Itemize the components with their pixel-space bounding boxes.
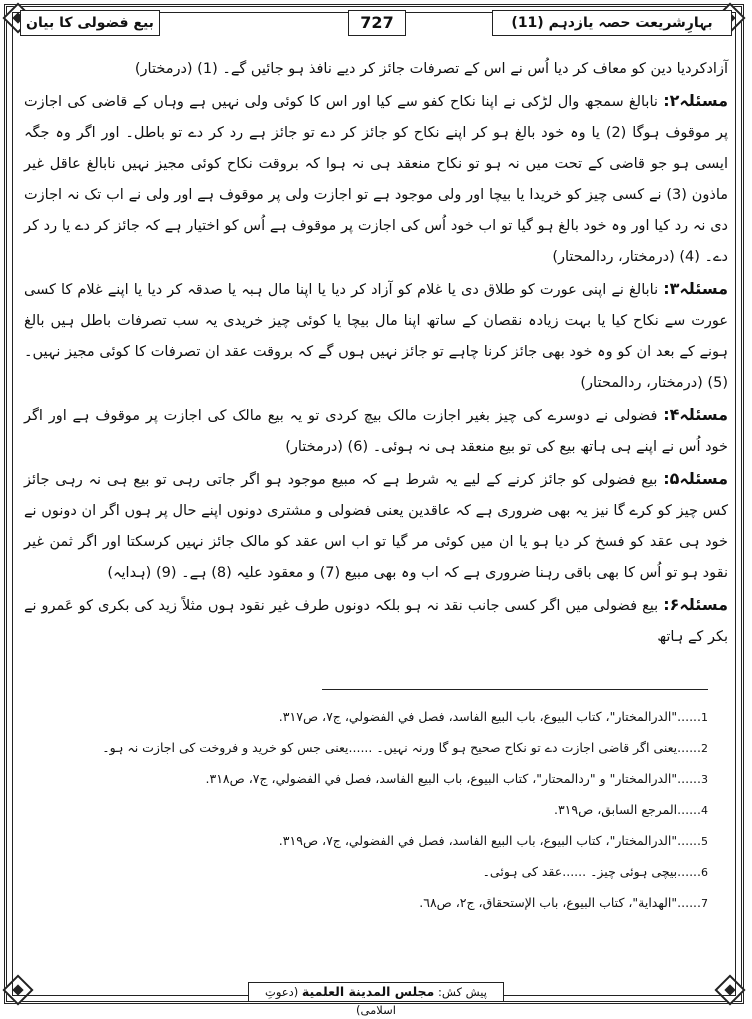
footnotes: [40, 702, 708, 919]
footnote: [40, 857, 708, 888]
footnote-text: ......"الدرالمختار" و "ردالمحتار"، كتاب البيوع، باب البيع الفاسد، فصل في الفضولي، ج٧، ص٣١٨.: [205, 771, 701, 786]
footnote: [40, 795, 708, 826]
footnote: [40, 764, 708, 795]
footnote-number: 5: [701, 835, 708, 848]
masala-heading: مسئلہ۳:: [663, 279, 728, 298]
footnote-number: 3: [701, 773, 708, 786]
footnote-text: ......"الدرالمختار"، كتاب البيوع، باب البيع الفاسد، فصل في الفضولي، ج٧، ص٣١٧.: [278, 709, 701, 724]
footnote-number: 2: [701, 742, 708, 755]
masala-heading: مسئلہ۵:: [663, 469, 728, 488]
page-footer: [248, 982, 504, 1017]
footnote: [40, 888, 708, 919]
masala-paragraph: [24, 463, 728, 589]
paragraph-text: نابالغ نے اپنی عورت کو طلاق دی یا غلام کو آزاد کر دیا یا اپنا مال ہبہ یا صدقہ کر دیا یا اپنے غلام کا کسی عورت سے نکاح کیا یا بہت زیادہ نقصان کے ساتھ اپنا مال بیچا یا کوئی چیز خریدی یہ سب تصرفات باطل ہیں بالغ ہونے کے بعد ان کو وہ خود بھی جائز کرنا چاہے تو جائز نہیں ہوں گے کہ بروقت عقد ان تصرفات کا کوئی مجیز نہیں۔ (5) (درمختار، ردالمحتار): [24, 282, 728, 391]
footnote: [40, 733, 708, 764]
footnote-divider: [322, 689, 708, 690]
footnote-text: ......یعنی اگر قاضی اجازت دے تو نکاح صحیح ہو گا ورنہ نہیں۔ ......یعنی جس کو خرید و فروخت کی اجازت نہ ہو۔: [102, 740, 701, 755]
masala-paragraph: [24, 273, 728, 399]
paragraph-text: بیع فضولی میں اگر کسی جانب نقد نہ ہو بلکہ دونوں طرف غیر نقود ہوں مثلاً زید کی بکری کو عَمرو نے بکر کے ہاتھ: [24, 598, 728, 645]
paragraph: [24, 54, 728, 85]
footnote: [40, 702, 708, 733]
page-number: 727: [348, 10, 406, 36]
footnote-number: 4: [701, 804, 708, 817]
footnote-text: ......"الهداية"، كتاب البيوع، باب الإستحقاق، ج٢، ص٦٨.: [419, 895, 701, 910]
footer-suffix: (دعوتِ اسلامی): [265, 985, 396, 1017]
footer-org: مجلس المدينة العلمية: [301, 984, 435, 999]
main-text: [24, 54, 728, 653]
footnote-number: 6: [701, 866, 708, 879]
masala-paragraph: [24, 85, 728, 273]
masala-heading: مسئلہ۲:: [663, 91, 728, 110]
masala-heading: مسئلہ۶:: [663, 595, 729, 614]
footnote-text: ......بیچی ہوئی چیز۔ ......عقد کی ہوئی۔: [482, 864, 701, 879]
masala-paragraph: [24, 589, 728, 653]
chapter-title: بیع فضولی کا بیان: [20, 10, 160, 36]
page-header: [20, 10, 732, 38]
masala-heading: مسئلہ۴:: [663, 405, 728, 424]
paragraph-text: بیع فضولی کو جائز کرنے کے لیے یہ شرط ہے کہ مبیع موجود ہو اگر جاتی رہی تو بیع ہی نہ رہی جائز کس چیز کو کرے گا نیز یہ بھی ضروری ہے کہ عاقدین یعنی فضولی و مشتری دونوں اپنے حال پر ہوں اگر ان دونوں نے خود ہی عقد کو فسخ کر دیا ہو یا ان میں کوئی مر گیا تو اب اس عقد کو مالک جائز نہیں کرسکتا اور اگر ثمن غیر نقود ہو تو اُس کا بھی باقی رہنا ضروری ہے کہ اب وہ بھی مبیع (7) و معقود علیہ (8) ہے۔ (9) (ہدایہ): [24, 472, 728, 581]
footnote-number: 1: [701, 711, 708, 724]
footnote: [40, 826, 708, 857]
footer-prefix: پیش کش:: [437, 985, 487, 999]
masala-paragraph: [24, 399, 728, 463]
footnote-text: ......المرجع السابق، ص٣١٩.: [553, 802, 701, 817]
paragraph-text: فضولی نے دوسرے کی چیز بغیر اجازت مالک بیچ کردی تو یہ بیع مالک کی اجازت پر موقوف ہے اور اگر خود اُس نے اپنے ہی ہاتھ بیع کی تو بیع منعقد ہی نہ ہوئی۔ (6) (درمختار): [24, 408, 728, 455]
footnote-text: ......"الدرالمختار"، كتاب البيوع، باب البيع الفاسد، فصل في الفضولي، ج٧، ص٣١٩.: [278, 833, 701, 848]
paragraph-text: نابالغ سمجھ وال لڑکی نے اپنا نکاح کفو سے کیا اور اس کا کوئی ولی نہیں ہے وہاں کے قاضی کی اجازت پر موقوف ہوگا (2) یا وہ خود بالغ ہو کر اپنے نکاح کو جائز کر دے تو جائز ہے رد کر دے تو باطل۔ اور اگر وہ جگہ ایسی ہو جو قاضی کے تحت میں نہ ہو تو نکاح منعقد ہی نہ ہوا کہ بروقت نکاح کوئی مجیز نہیں نابالغ عاقل غیر ماذون (3) نے کسی چیز کو خریدا یا بیچا اور ولی موجود ہے تو اجازت ولی پر موقوف ہے اور ولی نے اب تک نہ اجازت دی نہ رد کیا اور وہ خود بالغ ہو گیا تو اب خود اُس کی اجازت پر موقوف ہے اُس کو اختیار ہے کہ جائز کر دے یا رد کر دے۔ (4) (درمختار، ردالمحتار): [24, 94, 728, 265]
running-title: بہارِشریعت حصہ یازدہم (11): [492, 10, 732, 36]
paragraph-text: آزادکردیا دین کو معاف کر دیا اُس نے اس کے تصرفات جائز کر دیے نافذ ہو جائیں گے۔ (1) (درمختار): [134, 61, 728, 77]
footnote-number: 7: [701, 897, 708, 910]
